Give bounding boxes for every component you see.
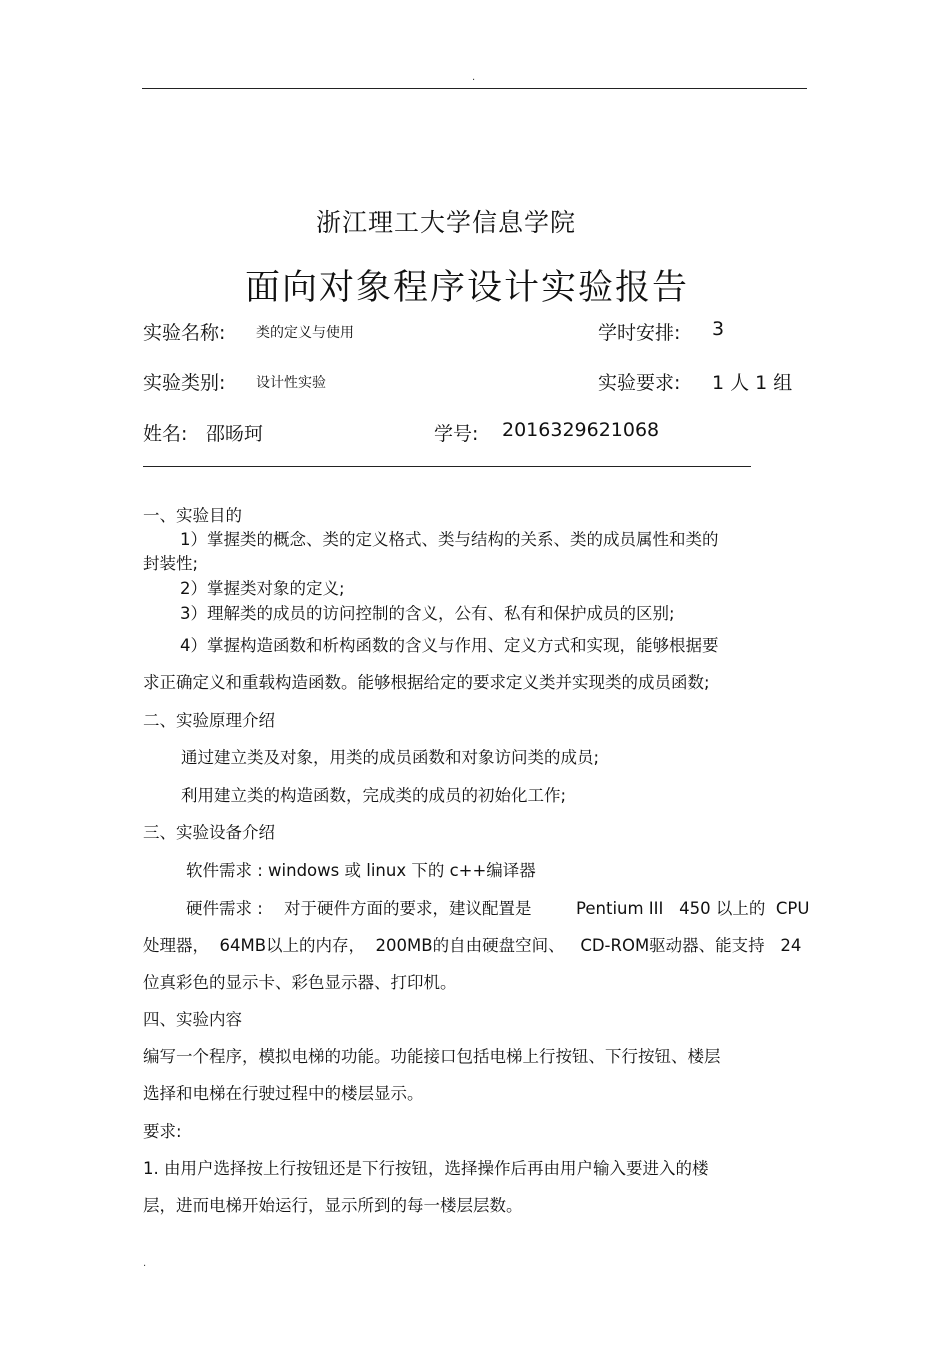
section-4-requirements-label: 要求: <box>143 1122 182 1141</box>
exp-type-value: 设计性实验 <box>256 375 326 391</box>
section-3-hardware-text: 对于硬件方面的要求，建议配置是 <box>284 899 532 918</box>
section-2-line-1: 通过建立类及对象，用类的成员函数和对象访问类的成员; <box>181 748 600 767</box>
name-value: 邵旸珂 <box>206 423 264 445</box>
section-3-software: 软件需求 : windows 或 linux 下的 c++编译器 <box>186 861 536 880</box>
section-3-hardware-label: 硬件需求 : <box>186 899 263 918</box>
hours-label: 学时安排: <box>598 322 681 344</box>
requirement-label: 实验要求: <box>598 372 681 394</box>
school-name: 浙江理工大学信息学院 <box>316 208 577 237</box>
section-1-item-2: 2）掌握类对象的定义; <box>180 579 345 598</box>
section-4-requirement-1a: 1. 由用户选择按上行按钮还是下行按钮，选择操作后再由用户输入要进入的楼 <box>143 1159 709 1178</box>
section-2-line-2: 利用建立类的构造函数，完成类的成员的初始化工作; <box>181 786 567 805</box>
section-1-item-3: 3）理解类的成员的访问控制的含义，公有、私有和保护成员的区别; <box>180 604 675 623</box>
section-1-heading: 一、实验目的 <box>143 506 242 525</box>
section-1-item-1b: 封装性; <box>143 554 199 573</box>
info-divider <box>143 466 751 467</box>
section-3-heading: 三、实验设备介绍 <box>143 823 275 842</box>
footer-dot: . <box>143 1258 147 1269</box>
section-4-line-2: 选择和电梯在行驶过程中的楼层显示。 <box>143 1084 424 1103</box>
exp-name-label: 实验名称: <box>143 322 226 344</box>
student-id-label: 学号: <box>434 423 479 445</box>
header-rule <box>142 88 807 89</box>
section-4-line-1: 编写一个程序，模拟电梯的功能。功能接口包括电梯上行按钮、下行按钮、楼层 <box>143 1047 721 1066</box>
section-1-item-1a: 1）掌握类的概念、类的定义格式、类与结构的关系、类的成员属性和类的 <box>180 530 719 549</box>
section-4-heading: 四、实验内容 <box>143 1010 242 1029</box>
section-3-hardware-line-2: 处理器， 64MB以上的内存， 200MB的自由硬盘空间、 CD-ROM驱动器、能支持 24 <box>143 936 802 955</box>
section-1-item-4a: 4）掌握构造函数和析构函数的含义与作用、定义方式和实现，能够根据要 <box>180 636 719 655</box>
section-2-heading: 二、实验原理介绍 <box>143 711 275 730</box>
section-3-hardware-line-3: 位真彩色的显示卡、彩色显示器、打印机。 <box>143 973 457 992</box>
exp-type-label: 实验类别: <box>143 372 226 394</box>
name-label: 姓名: <box>143 423 188 445</box>
section-3-hardware-cpu: Pentium III 450 以上的 CPU <box>576 899 810 918</box>
exp-name-value: 类的定义与使用 <box>256 325 354 341</box>
header-dot: . <box>472 72 476 83</box>
report-title: 面向对象程序设计实验报告 <box>245 268 690 308</box>
hours-value: 3 <box>712 318 725 340</box>
section-4-requirement-1b: 层，进而电梯开始运行，显示所到的每一楼层层数。 <box>143 1196 523 1215</box>
student-id-value: 2016329621068 <box>502 419 660 441</box>
requirement-value: 1 人 1 组 <box>712 372 793 394</box>
section-1-item-4b: 求正确定义和重载构造函数。能够根据给定的要求定义类并实现类的成员函数; <box>143 673 710 692</box>
